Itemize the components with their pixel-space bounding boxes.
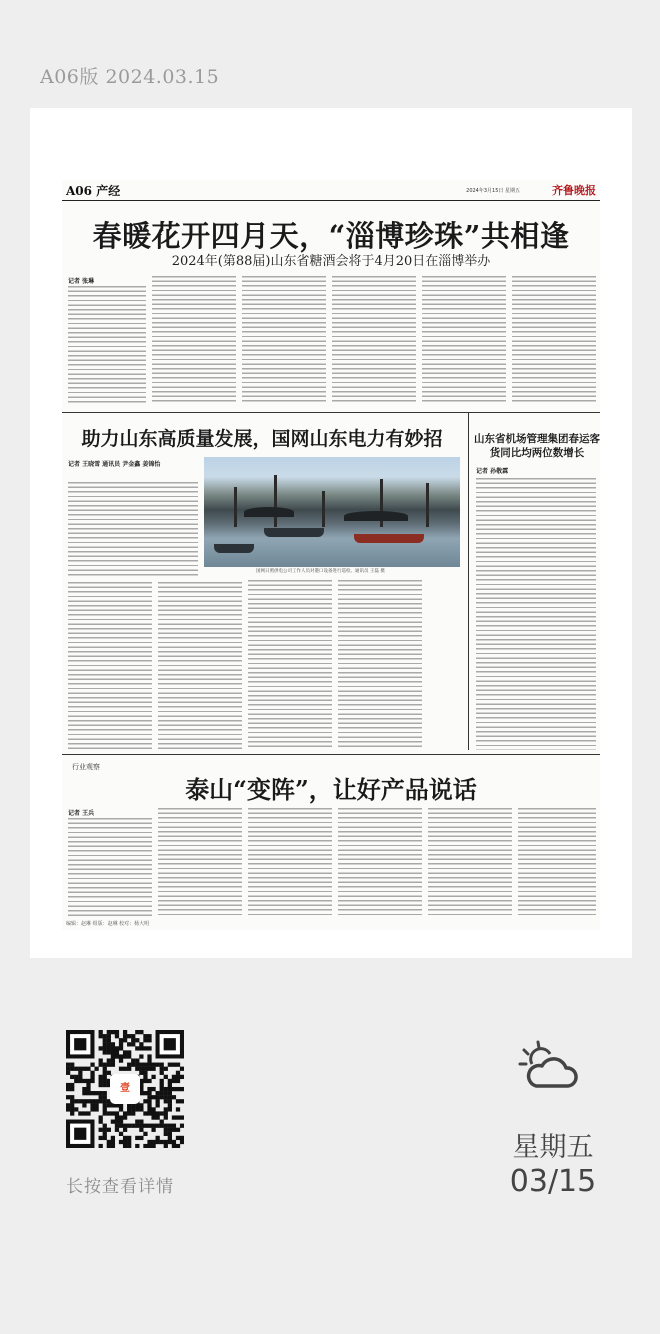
- date-label: 03/15: [509, 1164, 597, 1199]
- newspaper-logo: 齐鲁晚报: [552, 184, 596, 197]
- column-tag: 行业观察: [72, 763, 100, 771]
- article2-text-column: [338, 580, 422, 750]
- article2-text-column: [248, 580, 332, 750]
- long-press-hint: 长按查看详情: [66, 1177, 174, 1197]
- article4-headline: 泰山“变阵”，让好产品说话: [185, 775, 477, 804]
- article4-byline: 记者 王兵: [68, 810, 95, 817]
- article4-text-column: [248, 808, 332, 916]
- partly-cloudy-icon: [518, 1040, 580, 1092]
- edition-date-label: A06版 2024.03.15: [40, 66, 220, 88]
- article1-text-column: [152, 276, 236, 404]
- article1-headline: 春暖花开四月天，“淄博珍珠”共相逢: [92, 219, 570, 253]
- article4-text-column: [428, 808, 512, 916]
- article2-text-column: [68, 482, 198, 578]
- article1-text-column: [68, 286, 146, 404]
- article4-text-column: [158, 808, 242, 916]
- article3-text-column: [476, 478, 596, 750]
- article1-text-column: [422, 276, 506, 404]
- page-section-label: A06 产经: [66, 184, 121, 198]
- article1-text-column: [512, 276, 596, 404]
- article2-text-column: [68, 582, 152, 750]
- qr-code[interactable]: [66, 1030, 184, 1148]
- article4-text-column: [338, 808, 422, 916]
- article3-byline: 记者 孙敬霖: [476, 468, 509, 475]
- weekday-label: 星期五: [512, 1132, 594, 1163]
- article1-text-column: [332, 276, 416, 404]
- section-divider: [62, 412, 600, 413]
- masthead: [62, 180, 600, 201]
- issue-info: 2024年3月15日 星期五: [466, 188, 520, 194]
- article3-headline: 山东省机场管理集团春运客货同比均两位数增长: [474, 433, 600, 459]
- newspaper-page[interactable]: [62, 180, 600, 930]
- article4-text-column: [518, 808, 596, 916]
- article2-byline: 记者 王晓雪 通讯员 尹金鑫 姜锦怡: [68, 461, 161, 468]
- article4-text-column: [68, 818, 152, 916]
- article2-text-column: [158, 582, 242, 750]
- article1-subheadline: 2024年(第88届)山东省糖酒会将于4月20日在淄博举办: [171, 254, 491, 269]
- editor-credits: 编辑：赵琳 组版：赵琳 校对：杨大明: [66, 921, 150, 927]
- port-photo[interactable]: [204, 457, 460, 567]
- photo-caption: 国网日照供电公司工作人员对港口设备进行巡检。通讯员 王磊 摄: [256, 569, 385, 574]
- article1-text-column: [242, 276, 326, 404]
- section-divider: [62, 754, 600, 755]
- article1-byline: 记者 张琳: [68, 278, 95, 285]
- column-divider: [468, 412, 469, 750]
- qr-center-badge: 壹: [110, 1074, 140, 1104]
- article2-headline: 助力山东高质量发展，国网山东电力有妙招: [81, 428, 443, 450]
